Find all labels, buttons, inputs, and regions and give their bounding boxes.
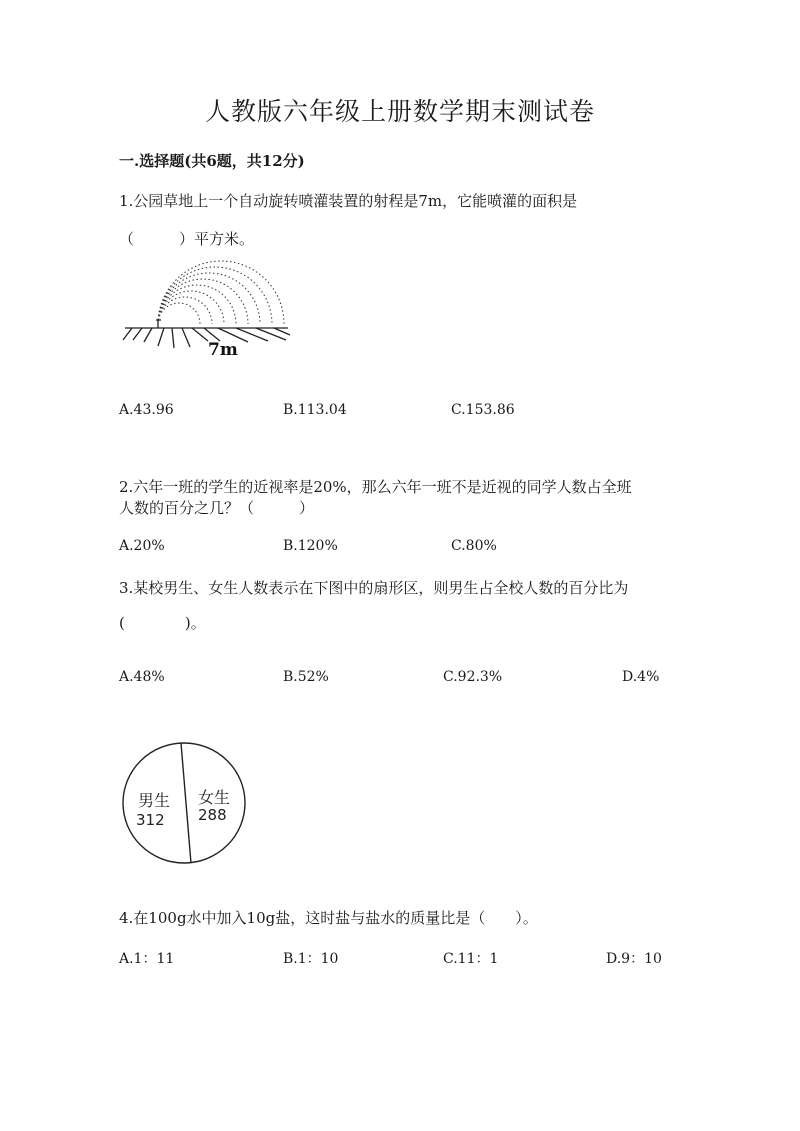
q2-option-a[interactable]: A.20%: [119, 538, 165, 554]
q1-option-a[interactable]: A.43.96: [119, 402, 174, 418]
pie-value-girls: 288: [198, 806, 227, 824]
q3-option-a[interactable]: A.48%: [119, 669, 165, 685]
q3-option-b[interactable]: B.52%: [283, 669, 329, 685]
q3-option-c[interactable]: C.92.3%: [443, 669, 503, 685]
pie-divider: [181, 743, 191, 863]
q4-option-c[interactable]: C.11：1: [443, 951, 499, 967]
page-title: 人教版六年级上册数学期末测试卷: [204, 97, 595, 126]
q4-option-b[interactable]: B.1：10: [283, 951, 339, 967]
question-4-line-1: 4.在100g水中加入10g盐，这时盐与盐水的质量比是（ ）。: [119, 909, 538, 927]
question-3-line-1: 3.某校男生、女生人数表示在下图中的扇形区，则男生占全校人数的百分比为: [119, 579, 629, 597]
sprinkler-figure: [120, 278, 295, 358]
section-heading: 一.选择题(共6题，共12分): [119, 152, 305, 170]
question-3-line-2: ( )。: [119, 614, 206, 632]
gender-pie-chart: [121, 742, 251, 867]
question-1-line-2: （ ）平方米。: [119, 230, 255, 248]
pie-label-boys: 男生: [138, 791, 171, 810]
q2-option-c[interactable]: C.80%: [451, 538, 497, 554]
pie-label-girls: 女生: [198, 788, 231, 807]
question-1-line-1: 1.公园草地上一个自动旋转喷灌装置的射程是7m，它能喷灌的面积是: [119, 192, 578, 210]
q4-option-a[interactable]: A.1：11: [119, 951, 175, 967]
q1-option-c[interactable]: C.153.86: [451, 402, 515, 418]
q2-option-b[interactable]: B.120%: [283, 538, 338, 554]
q4-option-d[interactable]: D.9：10: [606, 951, 662, 967]
q3-option-d[interactable]: D.4%: [622, 669, 660, 685]
q1-option-b[interactable]: B.113.04: [283, 402, 347, 418]
question-2-line-2: 人数的百分之几？（ ）: [119, 499, 315, 517]
pie-value-boys: 312: [136, 811, 165, 829]
question-2-line-1: 2.六年一班的学生的近视率是20%，那么六年一班不是近视的同学人数占全班: [119, 478, 632, 496]
radius-label: 7m: [208, 340, 238, 360]
